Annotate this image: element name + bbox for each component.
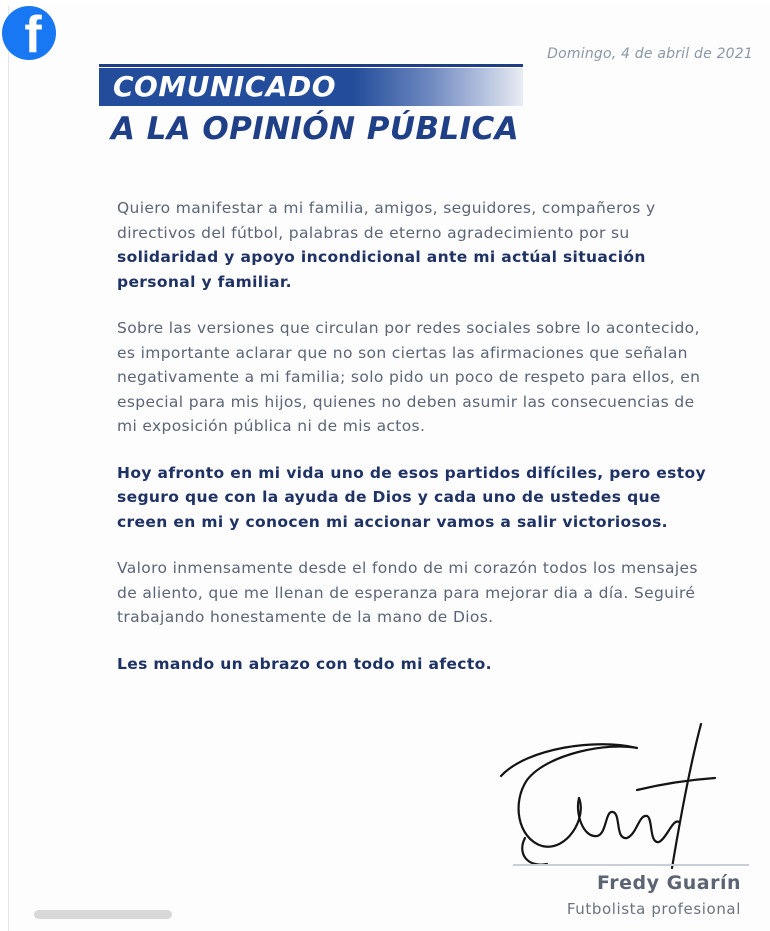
horizontal-scrollbar[interactable] xyxy=(34,910,172,919)
title-rule xyxy=(99,64,523,67)
statement-date: Domingo, 4 de abril de 2021 xyxy=(547,46,753,62)
signer-role: Futbolista profesional xyxy=(566,900,741,918)
signature-line xyxy=(513,864,749,866)
statement-body xyxy=(117,196,717,698)
paragraph-1 xyxy=(117,196,717,294)
title-comunicado: COMUNICADO xyxy=(113,70,337,103)
paragraph-2: Sobre las versiones que circulan por redes sociales sobre lo acontecido, es importante aclarar que no son ciertas las afirmaciones que señalan negativamente a mi familia; solo pido un poco de respeto para ellos, en especial para mis hijos, quienes no deben asumir las consecuencias de mi exposición pública ni de mis actos. xyxy=(117,319,701,435)
paragraph-5: Les mando un abrazo con todo mi afecto. xyxy=(117,654,492,673)
signer-name: Fredy Guarín xyxy=(597,872,741,894)
handwritten-signature xyxy=(487,718,717,878)
paragraph-4: Valoro inmensamente desde el fondo de mi corazón todos los mensajes de aliento, que me llenan de esperanza para mejorar dia a día. Seguiré trabajando honestamente de la mano de Dios. xyxy=(117,559,698,626)
paragraph-1-text: Quiero manifestar a mi familia, amigos, seguidores, compañeros y directivos del fútbol, palabras de eterno agradecimiento por su xyxy=(117,199,656,242)
facebook-glyph: f xyxy=(24,6,42,60)
paragraph-1-bold: solidaridad y apoyo incondicional ante mi actúal situación personal y familiar. xyxy=(117,248,646,291)
title-opinion-publica: A LA OPINIÓN PÚBLICA xyxy=(111,111,520,147)
paragraph-3: Hoy afronto en mi vida uno de esos partidos difíciles, pero estoy seguro que con la ayuda de Dios y cada uno de ustedes que creen en mi y conocen mi accionar vamos a salir victoriosos. xyxy=(117,463,706,531)
statement-page xyxy=(8,6,770,931)
facebook-icon[interactable] xyxy=(2,6,56,60)
